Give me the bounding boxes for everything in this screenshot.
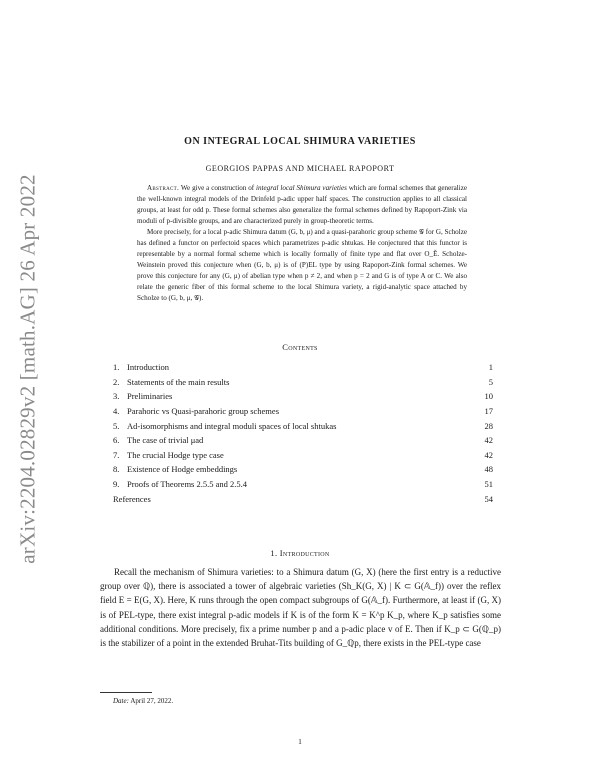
abstract bbox=[137, 183, 467, 304]
arxiv-stamp bbox=[4, 169, 52, 569]
toc-page: 28 bbox=[484, 420, 493, 431]
paper-title: ON INTEGRAL LOCAL SHIMURA VARIETIES bbox=[184, 136, 416, 147]
toc-entry[interactable] bbox=[113, 360, 493, 375]
toc-number: 8. bbox=[113, 464, 120, 475]
toc-entry[interactable] bbox=[113, 448, 493, 463]
toc-number: 2. bbox=[113, 376, 120, 387]
toc-title: Introduction bbox=[127, 362, 170, 373]
toc-entry[interactable] bbox=[113, 404, 493, 419]
toc-entry[interactable] bbox=[113, 462, 493, 477]
toc-entry[interactable] bbox=[113, 433, 493, 448]
toc-entry[interactable] bbox=[113, 375, 493, 390]
toc-title: Ad-isomorphisms and integral moduli spaces of local shtukas bbox=[127, 420, 337, 431]
toc-number: 9. bbox=[113, 479, 120, 490]
toc-entry[interactable] bbox=[113, 418, 493, 433]
toc-title: Existence of Hodge embeddings bbox=[127, 464, 238, 475]
toc-number: 7. bbox=[113, 449, 120, 460]
toc-number: 3. bbox=[113, 391, 120, 402]
toc-page: 5 bbox=[488, 376, 493, 387]
arxiv-stamp-text: arXiv:2204.02829v2 [math.AG] 26 Apr 2022 bbox=[15, 174, 40, 564]
toc-number: 5. bbox=[113, 420, 120, 431]
introduction-body bbox=[100, 565, 501, 650]
footnote-label: Date: bbox=[113, 697, 129, 705]
toc-page: 54 bbox=[484, 493, 493, 504]
abstract-paragraph-1 bbox=[137, 183, 467, 227]
toc-page: 10 bbox=[484, 391, 493, 402]
section-heading: 1. Introduction bbox=[270, 548, 330, 558]
toc-number: 4. bbox=[113, 406, 120, 417]
toc-page: 1 bbox=[488, 362, 493, 373]
abstract-text: We give a construction of bbox=[179, 184, 257, 192]
abstract-text: which are formal schemes that generalize the well-known integral models of the Drinfeld p-adic upper half spaces. The construction applies to all classical groups, at least for odd p. These formal schemes also generalize the formal schemes defined by Rapoport-Zink via moduli of p-divisible groups, and are characterized purely in group-theoretic terms. bbox=[137, 184, 467, 225]
footnote-text: April 27, 2022. bbox=[128, 697, 174, 705]
toc-page: 48 bbox=[484, 464, 493, 475]
toc-entry[interactable] bbox=[113, 491, 493, 506]
abstract-emphasis: integral local Shimura varieties bbox=[256, 184, 347, 192]
abstract-paragraph-2: More precisely, for a local p-adic Shimura datum (G, b, μ) and a quasi-parahoric group scheme 𝒢 for G, Scholze has defined a functor on perfectoid spaces which parametrizes p-adic shtukas. He conjectured that this functor is representable by a normal formal scheme which is locally formally of finite type and flat over O_Ĕ. Scholze-Weinstein proved this conjecture when (G, b, μ) is of (P)EL type by using Rapoport-Zink formal schemes. We prove this conjecture for any (G, μ) of abelian type when p ≠ 2, and when p = 2 and G is of type A or C. We also relate the generic fiber of this formal scheme to the local Shimura variety, a rigid-analytic space attached by Scholze to (G, b, μ, 𝒢). bbox=[137, 228, 467, 302]
toc-title: Parahoric vs Quasi-parahoric group schemes bbox=[127, 406, 280, 417]
toc-title: Preliminaries bbox=[127, 391, 173, 402]
toc-title: The case of trivial μad bbox=[127, 435, 204, 446]
contents-heading: Contents bbox=[282, 342, 318, 352]
toc-entry[interactable] bbox=[113, 389, 493, 404]
footnote-rule bbox=[100, 692, 152, 693]
toc-title: The crucial Hodge type case bbox=[127, 449, 224, 460]
footnote bbox=[113, 697, 173, 705]
toc-page: 17 bbox=[484, 406, 493, 417]
page-number: 1 bbox=[298, 737, 302, 746]
paper-authors: GEORGIOS PAPPAS AND MICHAEL RAPOPORT bbox=[205, 164, 395, 173]
toc-title: Proofs of Theorems 2.5.5 and 2.5.4 bbox=[127, 479, 248, 490]
toc-page: 42 bbox=[484, 435, 493, 446]
toc-page: 42 bbox=[484, 449, 493, 460]
introduction-paragraph: Recall the mechanism of Shimura varieties: to a Shimura datum (G, X) (here the first entry is a reductive group over ℚ), there is associated a tower of algebraic varieties (Sh_K(G, X) | K ⊂ G(𝔸_f)) over the reflex field E = E(G, X). Here, K runs through the open compact subgroups of G(𝔸_f). Furthermore, at least if (G, X) is of PEL-type, there exist integral p-adic models if K is of the form K = K^p K_p, where K_p satisfies some additional conditions. More precisely, fix a prime number p and a p-adic place v of E. Then if K_p ⊂ G(ℚ_p) is the stabilizer of a point in the extended Bruhat-Tits building of G_ℚp, there exists in the PEL-type case bbox=[100, 567, 501, 649]
abstract-label: Abstract. bbox=[147, 184, 180, 192]
toc-number: 1. bbox=[113, 362, 120, 373]
toc-title: Statements of the main results bbox=[127, 376, 230, 387]
toc-number: 6. bbox=[113, 435, 120, 446]
toc-title: References bbox=[113, 493, 151, 504]
toc-entry[interactable] bbox=[113, 477, 493, 492]
table-of-contents bbox=[113, 360, 493, 506]
toc-page: 51 bbox=[484, 479, 493, 490]
